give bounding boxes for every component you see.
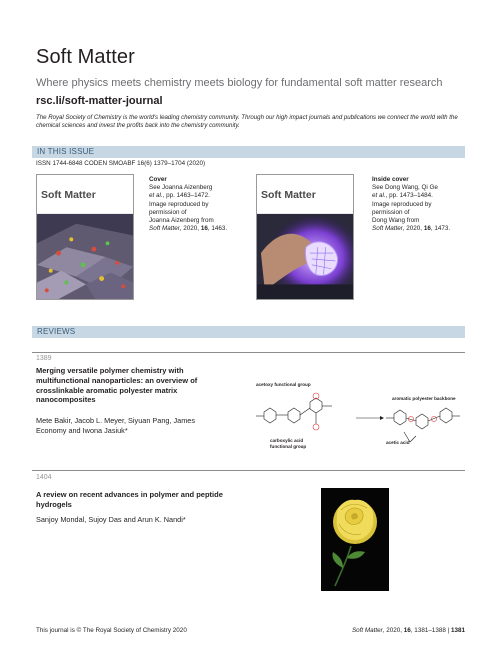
front-cover-image[interactable]	[36, 174, 134, 300]
citation-footer	[352, 627, 465, 634]
cover-caption-line: Image reproduced by	[149, 200, 209, 208]
cover-caption-line	[372, 192, 462, 200]
citation-pages: , 1473.	[430, 225, 451, 233]
article-divider	[32, 352, 465, 353]
footer-pages: , 1381–1388	[410, 627, 446, 634]
cover-masthead	[257, 175, 353, 215]
cover-caption-line: permission of	[372, 208, 410, 216]
cover-masthead	[37, 175, 133, 215]
article-divider	[32, 470, 465, 471]
article-page-number: 1389	[36, 355, 52, 362]
cover-citation	[149, 225, 239, 233]
backbone-label: aromatic polyester backbone	[392, 396, 456, 401]
article-authors: Mete Bakir, Jacob L. Meyer, Siyuan Pang, James Economy and Iwona Jasiuk*	[36, 416, 195, 435]
reviews-band	[32, 326, 465, 338]
rose-hydrogel-graphic[interactable]	[321, 488, 389, 591]
et-al: et al.	[372, 192, 386, 200]
cover-heading: Cover	[149, 176, 167, 183]
cover-caption-line: permission of	[149, 208, 187, 216]
footer-volume: 16	[403, 627, 411, 634]
acetic-acid-label: acetic acid	[386, 440, 410, 445]
copyright-footer: This journal is © The Royal Society of Chemistry 2020	[36, 627, 187, 634]
issn-line: ISSN 1744-6848 CODEN SMOABF 16(6) 1379–1704 (2020)	[36, 160, 206, 167]
citation-year: , 2020,	[179, 225, 201, 233]
citation-pages: , 1463.	[207, 225, 228, 233]
cover-caption-line: Dong Wang from	[372, 217, 420, 225]
product-structure	[386, 408, 460, 442]
citation-volume: 16	[423, 225, 431, 233]
cover-caption-line	[149, 192, 239, 200]
carboxylic-label: carboxylic acid	[270, 438, 304, 443]
article-page-number: 1404	[36, 474, 52, 481]
cover-pages: , pp. 1463–1472.	[162, 192, 210, 200]
reactant-structure	[256, 393, 332, 430]
article-title-link[interactable]: Merging versatile polymer chemistry with multifunctional nanoparticles: an overview of crosslinkable aromatic polyester matrix nanocomposites	[36, 366, 198, 405]
et-al: et al.	[149, 192, 163, 200]
cover-title: Soft Matter	[41, 189, 96, 201]
cover-heading: Inside cover	[372, 176, 409, 183]
citation-volume: 16	[200, 225, 208, 233]
footer-journal: Soft Matter	[351, 627, 383, 634]
in-this-issue-label: IN THIS ISSUE	[37, 147, 95, 156]
citation-year: , 2020,	[402, 225, 424, 233]
cover-caption-line: Joanna Aizenberg from	[149, 217, 214, 225]
journal-tagline: Where physics meets chemistry meets biology for fundamental soft matter research	[36, 77, 443, 89]
cover-artwork	[37, 213, 133, 300]
arrowhead-icon	[380, 416, 384, 420]
inside-cover-image[interactable]	[256, 174, 354, 300]
reviews-label: REVIEWS	[37, 327, 76, 336]
cover-caption	[149, 176, 239, 233]
acetoxy-label: acetoxy functional group	[256, 382, 311, 387]
cover-caption-line: See Dong Wang, Qi Ge	[372, 184, 438, 192]
journal-ref: Soft Matter	[149, 225, 180, 233]
inside-cover-caption	[372, 176, 462, 233]
cover-title: Soft Matter	[261, 189, 316, 201]
chemistry-scheme-graphic[interactable]	[244, 378, 464, 460]
footer-separator: |	[445, 627, 451, 634]
journal-ref: Soft Matter	[372, 225, 403, 233]
cover-citation	[372, 225, 462, 233]
cover-caption-line: Image reproduced by	[372, 200, 432, 208]
journal-url-link[interactable]: rsc.li/soft-matter-journal	[36, 95, 163, 107]
cover-caption-line: See Joanna Aizenberg	[149, 184, 213, 192]
in-this-issue-band	[32, 146, 465, 158]
cover-pages: , pp. 1473–1484.	[385, 192, 433, 200]
rsc-blurb: The Royal Society of Chemistry is the world's leading chemistry community. Through our high impact journals and publications we connect the world with the chemical sciences and invest the profits back into the chemistry community.	[36, 114, 458, 129]
footer-year: , 2020,	[382, 627, 404, 634]
article-authors: Sanjoy Mondal, Sujoy Das and Arun K. Nandi*	[36, 515, 186, 524]
article-title-link[interactable]: A review on recent advances in polymer and peptide hydrogels	[36, 490, 223, 509]
footer-page-number: 1381	[450, 627, 465, 634]
cover-artwork	[257, 213, 353, 300]
journal-title: Soft Matter	[36, 46, 135, 68]
functional-group-label: functional group	[270, 444, 307, 449]
